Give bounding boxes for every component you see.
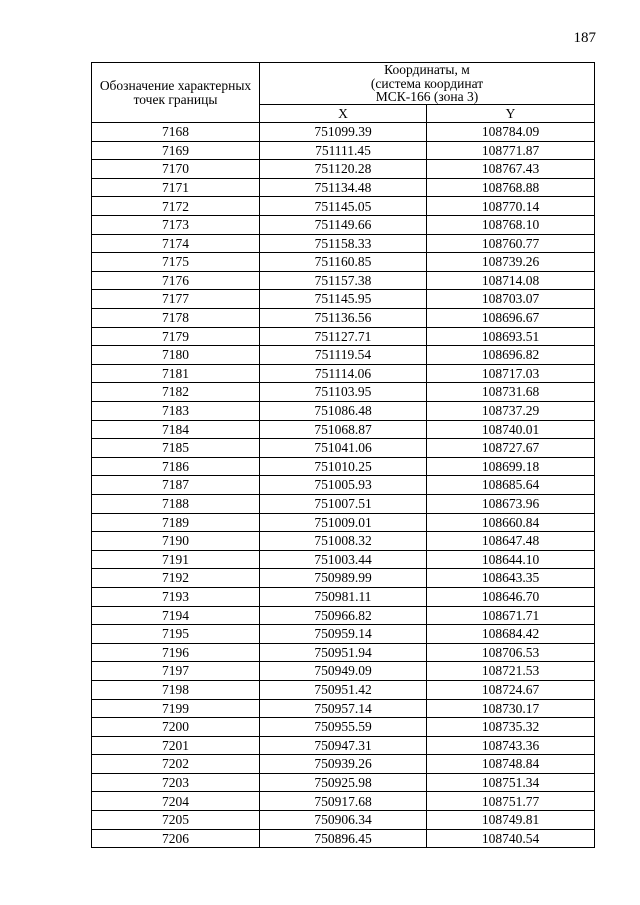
table-row — [92, 569, 595, 588]
table-row — [92, 160, 595, 179]
y-coordinate-cell: 108737.29 — [427, 402, 595, 421]
y-coordinate-cell: 108743.36 — [427, 736, 595, 755]
x-coordinate-cell: 751005.93 — [260, 476, 427, 495]
x-column-header: X — [260, 104, 427, 123]
x-coordinate-cell: 750951.94 — [260, 643, 427, 662]
coordinates-table — [91, 62, 595, 848]
table-row — [92, 699, 595, 718]
table-row — [92, 178, 595, 197]
x-coordinate-cell: 751119.54 — [260, 346, 427, 365]
point-id-cell: 7192 — [92, 569, 260, 588]
x-coordinate-cell: 750949.09 — [260, 662, 427, 681]
point-label-header — [92, 63, 260, 123]
table-row — [92, 346, 595, 365]
y-coordinate-cell: 108760.77 — [427, 234, 595, 253]
table-row — [92, 606, 595, 625]
table-row — [92, 123, 595, 142]
x-coordinate-cell: 750957.14 — [260, 699, 427, 718]
table-row — [92, 532, 595, 551]
point-id-cell: 7174 — [92, 234, 260, 253]
point-id-cell: 7190 — [92, 532, 260, 551]
x-coordinate-cell: 751149.66 — [260, 216, 427, 235]
point-id-cell: 7176 — [92, 271, 260, 290]
x-coordinate-cell: 751134.48 — [260, 178, 427, 197]
table-row — [92, 141, 595, 160]
table-row — [92, 829, 595, 848]
table-header — [92, 63, 595, 123]
y-column-header: Y — [427, 104, 595, 123]
x-coordinate-cell: 751008.32 — [260, 532, 427, 551]
table-row — [92, 234, 595, 253]
x-coordinate-cell: 750917.68 — [260, 792, 427, 811]
y-coordinate-cell: 108724.67 — [427, 680, 595, 699]
point-id-cell: 7205 — [92, 811, 260, 830]
x-coordinate-cell: 750896.45 — [260, 829, 427, 848]
x-coordinate-cell: 751114.06 — [260, 364, 427, 383]
point-id-cell: 7169 — [92, 141, 260, 160]
x-coordinate-cell: 750925.98 — [260, 773, 427, 792]
point-id-cell: 7179 — [92, 327, 260, 346]
table-row — [92, 680, 595, 699]
y-coordinate-cell: 108770.14 — [427, 197, 595, 216]
y-coordinate-cell: 108767.43 — [427, 160, 595, 179]
x-coordinate-cell: 751103.95 — [260, 383, 427, 402]
x-coordinate-cell: 751160.85 — [260, 253, 427, 272]
point-id-cell: 7181 — [92, 364, 260, 383]
x-coordinate-cell: 751136.56 — [260, 309, 427, 328]
point-id-cell: 7191 — [92, 550, 260, 569]
x-coordinate-cell: 750955.59 — [260, 718, 427, 737]
point-id-cell: 7189 — [92, 513, 260, 532]
point-id-cell: 7203 — [92, 773, 260, 792]
table-row — [92, 309, 595, 328]
point-id-cell: 7201 — [92, 736, 260, 755]
y-coordinate-cell: 108706.53 — [427, 643, 595, 662]
table-row — [92, 290, 595, 309]
y-coordinate-cell: 108696.82 — [427, 346, 595, 365]
x-coordinate-cell: 751145.95 — [260, 290, 427, 309]
coordinate-zone-line: МСК-166 (зона 3) — [375, 89, 479, 104]
table-row — [92, 755, 595, 774]
x-coordinate-cell: 751010.25 — [260, 457, 427, 476]
x-coordinate-cell: 751007.51 — [260, 494, 427, 513]
table-body — [92, 123, 595, 848]
table-row — [92, 216, 595, 235]
x-coordinate-cell: 751009.01 — [260, 513, 427, 532]
point-label-text: Обозначение характерных точек границы — [99, 78, 252, 107]
coordinates-header — [260, 63, 595, 105]
y-coordinate-cell: 108768.88 — [427, 178, 595, 197]
point-id-cell: 7198 — [92, 680, 260, 699]
table-row — [92, 476, 595, 495]
x-coordinate-cell: 751111.45 — [260, 141, 427, 160]
y-coordinate-cell: 108784.09 — [427, 123, 595, 142]
table-row — [92, 364, 595, 383]
table-row — [92, 792, 595, 811]
x-coordinate-cell: 751158.33 — [260, 234, 427, 253]
point-id-cell: 7186 — [92, 457, 260, 476]
table-row — [92, 625, 595, 644]
x-coordinate-cell: 750951.42 — [260, 680, 427, 699]
point-id-cell: 7199 — [92, 699, 260, 718]
x-coordinate-cell: 750966.82 — [260, 606, 427, 625]
point-id-cell: 7173 — [92, 216, 260, 235]
table-row — [92, 811, 595, 830]
point-id-cell: 7188 — [92, 494, 260, 513]
point-id-cell: 7197 — [92, 662, 260, 681]
y-coordinate-cell: 108646.70 — [427, 587, 595, 606]
point-id-cell: 7194 — [92, 606, 260, 625]
point-id-cell: 7200 — [92, 718, 260, 737]
table-row — [92, 587, 595, 606]
point-id-cell: 7196 — [92, 643, 260, 662]
point-id-cell: 7168 — [92, 123, 260, 142]
point-id-cell: 7170 — [92, 160, 260, 179]
y-coordinate-cell: 108673.96 — [427, 494, 595, 513]
y-coordinate-cell: 108751.77 — [427, 792, 595, 811]
table-row — [92, 773, 595, 792]
y-coordinate-cell: 108693.51 — [427, 327, 595, 346]
x-coordinate-cell: 751157.38 — [260, 271, 427, 290]
point-id-cell: 7183 — [92, 402, 260, 421]
x-coordinate-cell: 751041.06 — [260, 439, 427, 458]
y-coordinate-cell: 108768.10 — [427, 216, 595, 235]
y-coordinate-cell: 108771.87 — [427, 141, 595, 160]
x-coordinate-cell: 750939.26 — [260, 755, 427, 774]
point-id-cell: 7195 — [92, 625, 260, 644]
x-coordinate-cell: 750947.31 — [260, 736, 427, 755]
table-row — [92, 420, 595, 439]
point-id-cell: 7184 — [92, 420, 260, 439]
table-row — [92, 736, 595, 755]
y-coordinate-cell: 108714.08 — [427, 271, 595, 290]
point-id-cell: 7177 — [92, 290, 260, 309]
y-coordinate-cell: 108748.84 — [427, 755, 595, 774]
y-coordinate-cell: 108735.32 — [427, 718, 595, 737]
y-coordinate-cell: 108721.53 — [427, 662, 595, 681]
point-id-cell: 7175 — [92, 253, 260, 272]
point-id-cell: 7202 — [92, 755, 260, 774]
point-id-cell: 7178 — [92, 309, 260, 328]
coordinates-title: Координаты, м — [384, 62, 470, 77]
table-row — [92, 718, 595, 737]
y-coordinate-cell: 108731.68 — [427, 383, 595, 402]
y-coordinate-cell: 108740.54 — [427, 829, 595, 848]
y-coordinate-cell: 108717.03 — [427, 364, 595, 383]
table-row — [92, 439, 595, 458]
coordinate-system-line: (система координат — [370, 75, 484, 91]
x-coordinate-cell: 751120.28 — [260, 160, 427, 179]
x-coordinate-cell: 751068.87 — [260, 420, 427, 439]
table-row — [92, 513, 595, 532]
y-coordinate-cell: 108740.01 — [427, 420, 595, 439]
y-coordinate-cell: 108644.10 — [427, 550, 595, 569]
y-coordinate-cell: 108749.81 — [427, 811, 595, 830]
table-row — [92, 402, 595, 421]
y-coordinate-cell: 108647.48 — [427, 532, 595, 551]
point-id-cell: 7187 — [92, 476, 260, 495]
table-row — [92, 550, 595, 569]
y-coordinate-cell: 108751.34 — [427, 773, 595, 792]
y-coordinate-cell: 108696.67 — [427, 309, 595, 328]
page-number: 187 — [573, 30, 596, 46]
y-coordinate-cell: 108684.42 — [427, 625, 595, 644]
y-coordinate-cell: 108730.17 — [427, 699, 595, 718]
table-row — [92, 383, 595, 402]
x-coordinate-cell: 751003.44 — [260, 550, 427, 569]
point-id-cell: 7171 — [92, 178, 260, 197]
table-row — [92, 662, 595, 681]
y-coordinate-cell: 108699.18 — [427, 457, 595, 476]
x-coordinate-cell: 751099.39 — [260, 123, 427, 142]
x-coordinate-cell: 751127.71 — [260, 327, 427, 346]
point-id-cell: 7180 — [92, 346, 260, 365]
y-coordinate-cell: 108685.64 — [427, 476, 595, 495]
y-coordinate-cell: 108703.07 — [427, 290, 595, 309]
point-id-cell: 7172 — [92, 197, 260, 216]
table-row — [92, 643, 595, 662]
x-coordinate-cell: 751086.48 — [260, 402, 427, 421]
table-row — [92, 494, 595, 513]
x-coordinate-cell: 750981.11 — [260, 587, 427, 606]
point-id-cell: 7182 — [92, 383, 260, 402]
y-coordinate-cell: 108671.71 — [427, 606, 595, 625]
y-coordinate-cell: 108739.26 — [427, 253, 595, 272]
table-row — [92, 253, 595, 272]
y-coordinate-cell: 108660.84 — [427, 513, 595, 532]
table-row — [92, 271, 595, 290]
y-coordinate-cell: 108727.67 — [427, 439, 595, 458]
point-id-cell: 7185 — [92, 439, 260, 458]
point-id-cell: 7206 — [92, 829, 260, 848]
point-id-cell: 7204 — [92, 792, 260, 811]
table-row — [92, 457, 595, 476]
x-coordinate-cell: 750959.14 — [260, 625, 427, 644]
x-coordinate-cell: 750906.34 — [260, 811, 427, 830]
x-coordinate-cell: 751145.05 — [260, 197, 427, 216]
table-row — [92, 327, 595, 346]
point-id-cell: 7193 — [92, 587, 260, 606]
table-row — [92, 197, 595, 216]
y-coordinate-cell: 108643.35 — [427, 569, 595, 588]
x-coordinate-cell: 750989.99 — [260, 569, 427, 588]
